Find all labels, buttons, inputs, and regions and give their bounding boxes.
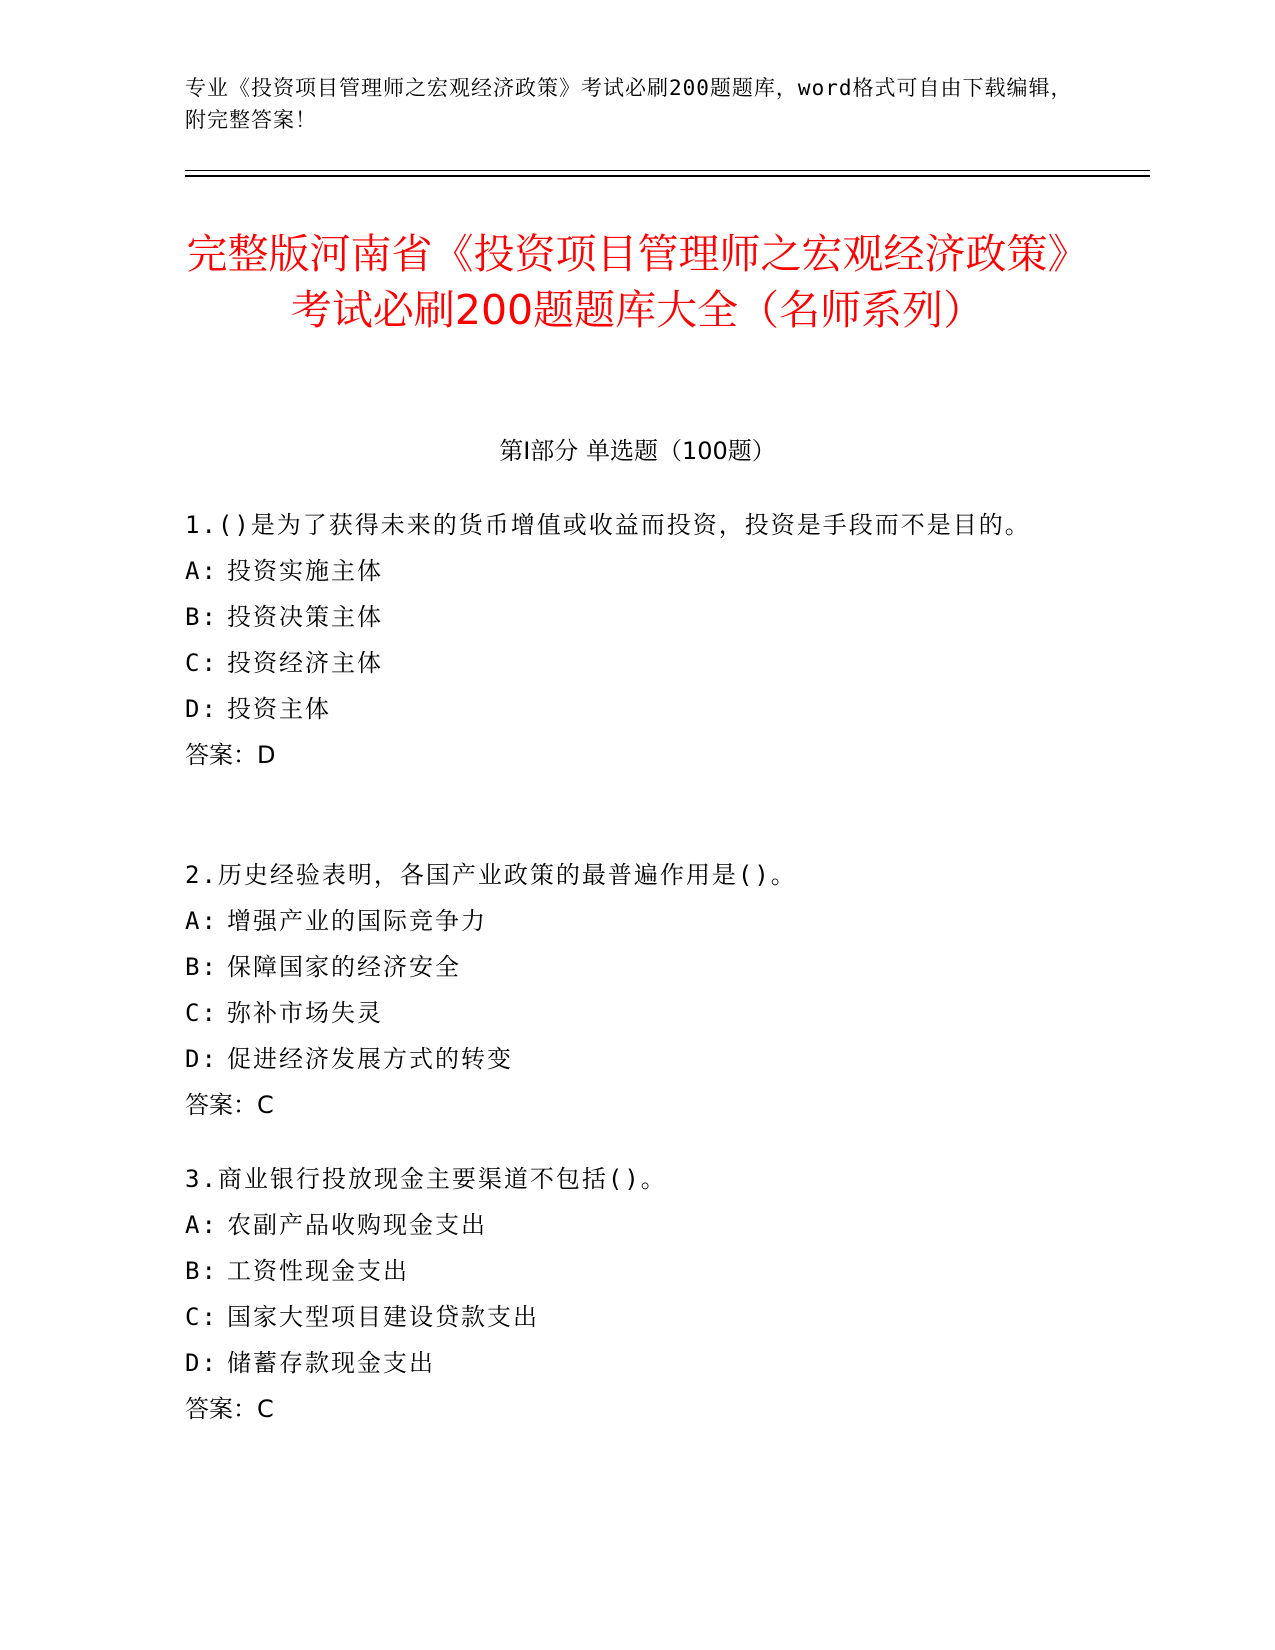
option-letter: A:	[185, 557, 218, 585]
option-text: 储蓄存款现金支出	[227, 1349, 435, 1377]
option-a	[185, 1202, 1065, 1248]
option-b	[185, 1248, 1065, 1294]
option-text: 投资主体	[227, 695, 331, 723]
option-letter: A:	[185, 907, 218, 935]
question-3	[185, 1156, 1065, 1432]
option-b	[185, 594, 1065, 640]
option-d	[185, 686, 1065, 732]
option-text: 农副产品收购现金支出	[227, 1211, 487, 1239]
option-text: 工资性现金支出	[227, 1257, 409, 1285]
answer-line: 答案：C	[185, 1091, 274, 1119]
answer-line: 答案：C	[185, 1395, 274, 1423]
option-letter: D:	[185, 1349, 218, 1377]
option-text: 投资实施主体	[227, 557, 383, 585]
option-letter: B:	[185, 953, 218, 981]
answer-line: 答案：D	[185, 741, 276, 769]
option-text: 投资决策主体	[227, 603, 383, 631]
option-letter: B:	[185, 603, 218, 631]
option-letter: C:	[185, 649, 218, 677]
document-title: 完整版河南省《投资项目管理师之宏观经济政策》考试必刷200题题库大全（名师系列）	[186, 230, 1089, 334]
option-d	[185, 1340, 1065, 1386]
option-text: 增强产业的国际竞争力	[227, 907, 487, 935]
option-letter: D:	[185, 1045, 218, 1073]
option-letter: A:	[185, 1211, 218, 1239]
option-letter: D:	[185, 695, 218, 723]
header-note: 专业《投资项目管理师之宏观经济政策》考试必刷200题题库，word格式可自由下载编辑，附完整答案！	[185, 76, 1073, 132]
option-d	[185, 1036, 1065, 1082]
header-divider-thick	[185, 175, 1150, 177]
question-stem: 2.历史经验表明，各国产业政策的最普遍作用是()。	[185, 861, 797, 889]
question-stem: 1.()是为了获得未来的货币增值或收益而投资，投资是手段而不是目的。	[185, 511, 1031, 539]
option-a	[185, 548, 1065, 594]
option-letter: C:	[185, 1303, 218, 1331]
question-stem: 3.商业银行投放现金主要渠道不包括()。	[185, 1165, 667, 1193]
option-text: 弥补市场失灵	[227, 999, 383, 1027]
header-divider-thin	[185, 170, 1150, 171]
option-text: 促进经济发展方式的转变	[227, 1045, 513, 1073]
question-2	[185, 852, 1065, 1128]
option-letter: B:	[185, 1257, 218, 1285]
question-1	[185, 502, 1065, 778]
option-text: 国家大型项目建设贷款支出	[227, 1303, 539, 1331]
option-c	[185, 1294, 1065, 1340]
option-text: 保障国家的经济安全	[227, 953, 461, 981]
option-c	[185, 990, 1065, 1036]
option-c	[185, 640, 1065, 686]
option-letter: C:	[185, 999, 218, 1027]
section-heading: 第I部分 单选题（100题）	[499, 437, 776, 465]
option-text: 投资经济主体	[227, 649, 383, 677]
option-b	[185, 944, 1065, 990]
option-a	[185, 898, 1065, 944]
